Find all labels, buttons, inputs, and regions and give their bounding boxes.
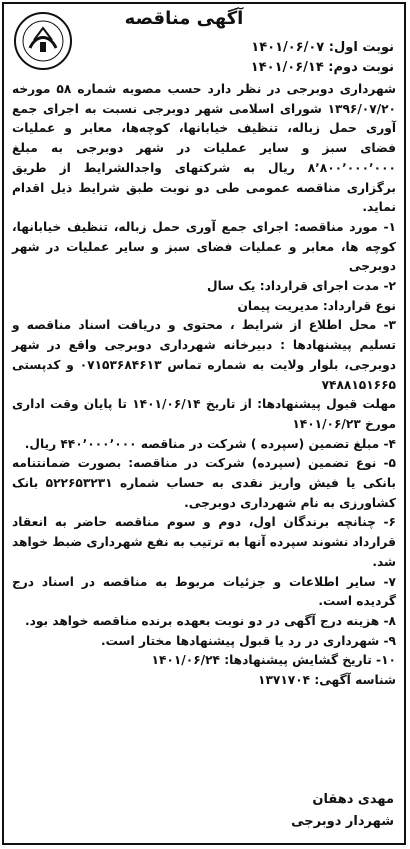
notice-header	[4, 4, 404, 82]
clause-10: ۱۰- تاریخ گشایش پیشنهادها: ۱۴۰۱/۰۶/۲۴	[151, 653, 396, 668]
clause-4: ۴- مبلغ تضمین (سپرده ) شرکت در مناقصه ۴۴۰٬۰۰۰٬۰۰۰ ریال.	[24, 436, 396, 451]
signatory-role: شهردار دوبرجی	[291, 814, 394, 829]
clause-2: ۲- مدت اجرای قرارداد: یک سال	[207, 279, 396, 294]
first-round-date: نوبت اول: ۱۴۰۱/۰۶/۰۷	[251, 40, 394, 55]
clause-9: ۹- شهرداری در رد یا قبول پیشنهادها مختار است.	[101, 633, 396, 648]
clause-6: ۶- چنانچه برندگان اول، دوم و سوم مناقصه حاضر به انعقاد قرارداد نشوند سپرده آنها به ترتیب به نفع شهرداری ضبط خواهد شد.	[12, 515, 396, 569]
second-round-date: نوبت دوم: ۱۴۰۱/۰۶/۱۴	[250, 60, 394, 75]
signatory-name: مهدی دهقان	[312, 792, 394, 807]
notice-body	[12, 80, 396, 691]
signature-block	[291, 789, 394, 833]
clause-8: ۸- هزینه درج آگهی در دو نوبت بعهده برنده مناقصه خواهد بود.	[24, 613, 396, 628]
clause-7: ۷- سایر اطلاعات و جزئیات مربوط به مناقصه در اسناد درج گردیده است.	[12, 574, 396, 609]
notice-title: آگهی مناقصه	[124, 8, 244, 29]
notice-frame	[2, 2, 406, 845]
clause-5: ۵- نوع تضمین (سپرده) شرکت در مناقصه: بصورت ضمانتنامه بانکی یا فیش واریز نقدی به حساب شماره ۵۲۲۶۵۳۲۳۱ بانک کشاورزی به نام شهرداری دوبرجی.	[12, 456, 396, 510]
clause-1: ۱- مورد مناقصه: اجرای جمع آوری حمل زباله، تنظیف خیابانها، کوچه ها، معابر و عملیات فضای سبز و سایر عملیات در شهر دوبرجی	[12, 219, 396, 274]
clause-3: ۳- محل اطلاع از شرایط ، محتوی و دریافت اسناد مناقصه و تسلیم پیشنهادها : دبیرخانه شهرداری دوبرجی واقع در شهر دوبرجی، بلوار ولایت به شماره تماس ۰۷۱۵۳۶۸۴۶۱۳ و کدپستی ۷۴۸۸۱۵۱۶۶۵	[12, 318, 396, 392]
intro-paragraph: شهرداری دوبرجی در نظر دارد حسب مصوبه شماره ۵۸ مورخه ۱۳۹۶/۰۷/۲۰ شورای اسلامی شهر دوبرجی نسبت به اجرای جمع آوری حمل زباله، تنظیف خیابانها، کوچه‌ها، معابر و عملیات فضای سبز و سایر عملیات در شهر دوبرجی به مبلغ ۸٬۸۰۰٬۰۰۰٬۰۰۰ ریال به شرکتهای واجدالشرایط از طریق برگزاری مناقصه عمومی طی دو نوبت طبق شرایط ذیل اقدام نماید.	[12, 82, 396, 215]
deadline: مهلت قبول پیشنهادها: از تاریخ ۱۴۰۱/۰۶/۱۴ تا پایان وقت اداری مورخ ۱۴۰۱/۰۶/۲۳	[12, 397, 397, 431]
notice-dates	[251, 38, 394, 78]
contract-type: نوع قرارداد: مدیریت پیمان	[237, 298, 396, 313]
notice-id: شناسه آگهی: ۱۳۷۱۷۰۴	[258, 673, 396, 688]
